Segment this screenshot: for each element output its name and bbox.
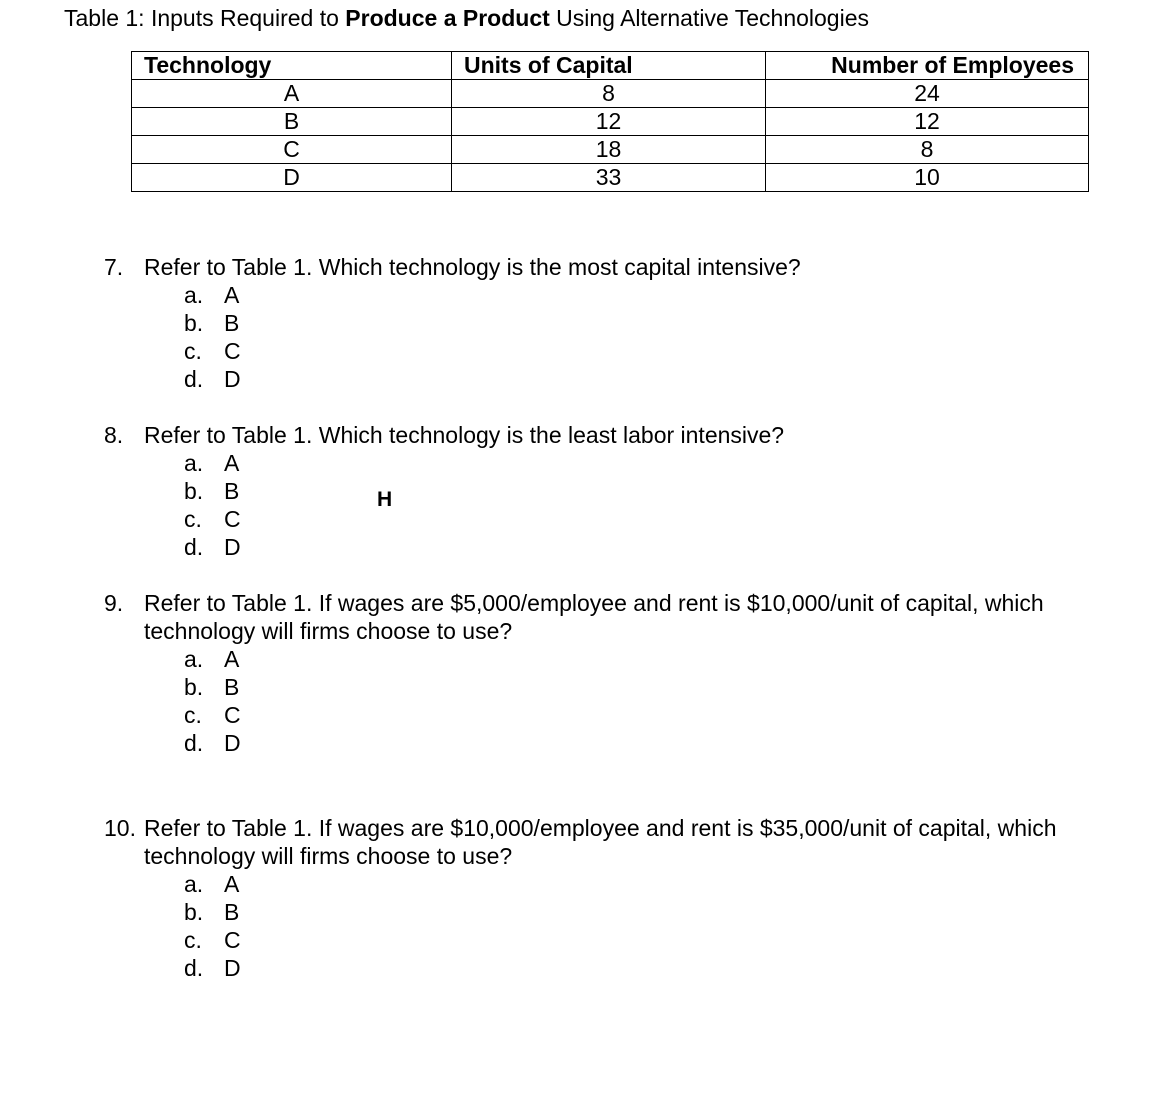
answer-option[interactable] — [184, 505, 1104, 533]
table-row — [132, 164, 1089, 192]
cell-capital: 8 — [452, 80, 766, 108]
cell-technology: D — [132, 164, 452, 192]
caption-suffix: Using Alternative Technologies — [549, 5, 869, 31]
answer-option[interactable] — [184, 477, 1104, 505]
option-letter: d. — [184, 730, 204, 756]
option-letter: a. — [184, 282, 204, 308]
question-text: Refer to Table 1. Which technology is the least labor intensive? — [144, 422, 785, 448]
option-letter: b. — [184, 310, 204, 336]
answer-option[interactable] — [184, 701, 1104, 729]
question-9 — [104, 589, 1104, 757]
cell-employees: 24 — [766, 80, 1089, 108]
answer-option[interactable] — [184, 533, 1104, 561]
option-letter: d. — [184, 366, 204, 392]
option-value: A — [224, 871, 240, 897]
option-letter: b. — [184, 478, 204, 504]
question-number: 7. — [104, 254, 124, 280]
option-value: A — [224, 646, 240, 672]
option-value: D — [224, 730, 241, 756]
option-letter: a. — [184, 450, 204, 476]
option-letter: a. — [184, 646, 204, 672]
table-caption — [64, 4, 869, 32]
option-letter: b. — [184, 674, 204, 700]
option-value: C — [224, 338, 241, 364]
header-technology: Technology — [132, 52, 452, 80]
caption-bold: Produce a Product — [345, 5, 550, 31]
answer-option[interactable] — [184, 281, 1104, 309]
cell-capital: 12 — [452, 108, 766, 136]
cell-technology: A — [132, 80, 452, 108]
header-capital: Units of Capital — [452, 52, 766, 80]
answer-option[interactable] — [184, 729, 1104, 757]
option-value: B — [224, 478, 240, 504]
question-8 — [104, 421, 1104, 561]
question-number: 8. — [104, 422, 124, 448]
option-value: A — [224, 282, 240, 308]
option-letter: d. — [184, 955, 204, 981]
answer-option[interactable] — [184, 449, 1104, 477]
stray-h-mark: H — [377, 488, 393, 511]
question-number: 9. — [104, 590, 124, 616]
option-letter: c. — [184, 506, 202, 532]
table-header-row — [132, 52, 1089, 80]
table-row — [132, 80, 1089, 108]
answer-option[interactable] — [184, 309, 1104, 337]
option-value: D — [224, 534, 241, 560]
option-letter: a. — [184, 871, 204, 897]
answer-option[interactable] — [184, 870, 1104, 898]
option-letter: c. — [184, 338, 202, 364]
question-text: Refer to Table 1. If wages are $5,000/employee and rent is $10,000/unit of capital, which technology will firms choose to use? — [144, 590, 1044, 644]
table-row — [132, 136, 1089, 164]
question-text: Refer to Table 1. If wages are $10,000/employee and rent is $35,000/unit of capital, which technology will firms choose to use? — [144, 815, 1057, 869]
option-value: B — [224, 310, 240, 336]
option-value: A — [224, 450, 240, 476]
option-letter: d. — [184, 534, 204, 560]
answer-option[interactable] — [184, 645, 1104, 673]
answer-option[interactable] — [184, 337, 1104, 365]
option-value: C — [224, 702, 241, 728]
cell-employees: 8 — [766, 136, 1089, 164]
answer-option[interactable] — [184, 954, 1104, 982]
option-value: B — [224, 899, 240, 925]
option-letter: c. — [184, 702, 202, 728]
cell-employees: 12 — [766, 108, 1089, 136]
caption-prefix: Table 1: Inputs Required to — [64, 5, 346, 31]
question-number: 10. — [104, 815, 136, 841]
option-letter: b. — [184, 899, 204, 925]
question-7 — [104, 253, 1104, 393]
cell-capital: 18 — [452, 136, 766, 164]
question-10 — [104, 814, 1104, 982]
header-employees: Number of Employees — [766, 52, 1089, 80]
cell-employees: 10 — [766, 164, 1089, 192]
inputs-table — [131, 51, 1089, 192]
answer-option[interactable] — [184, 673, 1104, 701]
option-letter: c. — [184, 927, 202, 953]
question-text: Refer to Table 1. Which technology is the most capital intensive? — [144, 254, 801, 280]
cell-technology: B — [132, 108, 452, 136]
answer-option[interactable] — [184, 365, 1104, 393]
answer-option[interactable] — [184, 898, 1104, 926]
cell-technology: C — [132, 136, 452, 164]
option-value: C — [224, 927, 241, 953]
option-value: D — [224, 366, 241, 392]
cell-capital: 33 — [452, 164, 766, 192]
option-value: D — [224, 955, 241, 981]
table-row — [132, 108, 1089, 136]
answer-option[interactable] — [184, 926, 1104, 954]
option-value: C — [224, 506, 241, 532]
option-value: B — [224, 674, 240, 700]
